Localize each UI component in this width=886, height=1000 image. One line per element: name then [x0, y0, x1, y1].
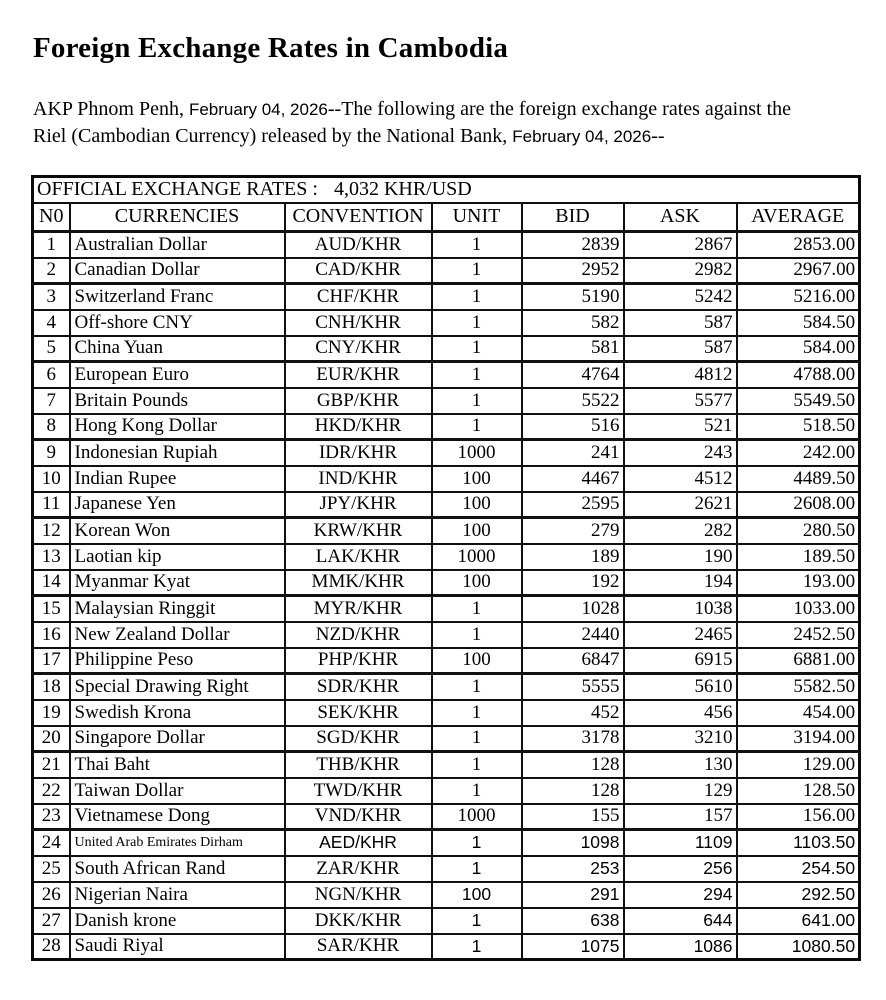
- cell-currency: Laotian kip: [70, 544, 285, 570]
- official-rates-label: OFFICIAL EXCHANGE RATES :: [37, 178, 318, 201]
- cell-currency: European Euro: [70, 362, 285, 388]
- cell-currency: New Zealand Dollar: [70, 622, 285, 648]
- cell-ask: 130: [624, 752, 737, 778]
- table-row: [33, 258, 860, 284]
- cell-no: 22: [33, 778, 70, 804]
- table-row: [33, 466, 860, 492]
- cell-unit: 1: [432, 414, 522, 440]
- cell-no: 21: [33, 752, 70, 778]
- cell-no: 12: [33, 518, 70, 544]
- cell-currency: South African Rand: [70, 856, 285, 882]
- cell-bid: 581: [522, 336, 624, 362]
- table-row: [33, 882, 860, 908]
- cell-average: 128.50: [737, 778, 860, 804]
- cell-ask: 194: [624, 570, 737, 596]
- intro-paragraph: [33, 96, 856, 150]
- table-row: [33, 674, 860, 700]
- column-header-row: [33, 203, 860, 232]
- cell-bid: 6847: [522, 648, 624, 674]
- table-row: [33, 596, 860, 622]
- cell-currency: Britain Pounds: [70, 388, 285, 414]
- cell-currency: Switzerland Franc: [70, 284, 285, 310]
- intro-segment: --: [651, 125, 665, 147]
- cell-currency: Philippine Peso: [70, 648, 285, 674]
- cell-convention: IND/KHR: [285, 466, 432, 492]
- cell-no: 19: [33, 700, 70, 726]
- cell-no: 17: [33, 648, 70, 674]
- cell-no: 11: [33, 492, 70, 518]
- cell-no: 27: [33, 908, 70, 934]
- cell-convention: JPY/KHR: [285, 492, 432, 518]
- table-row: [33, 440, 860, 466]
- cell-average: 193.00: [737, 570, 860, 596]
- table-row: [33, 388, 860, 414]
- cell-unit: 1: [432, 726, 522, 752]
- cell-ask: 587: [624, 310, 737, 336]
- table-row: [33, 284, 860, 310]
- cell-unit: 100: [432, 570, 522, 596]
- cell-ask: 4512: [624, 466, 737, 492]
- table-row: [33, 856, 860, 882]
- cell-currency: Hong Kong Dollar: [70, 414, 285, 440]
- cell-bid: 189: [522, 544, 624, 570]
- cell-currency: Thai Baht: [70, 752, 285, 778]
- cell-convention: MYR/KHR: [285, 596, 432, 622]
- cell-no: 24: [33, 830, 70, 856]
- cell-unit: 1000: [432, 804, 522, 830]
- cell-convention: AED/KHR: [285, 830, 432, 856]
- cell-average: 2967.00: [737, 258, 860, 284]
- table-row: [33, 778, 860, 804]
- cell-bid: 291: [522, 882, 624, 908]
- cell-ask: 456: [624, 700, 737, 726]
- cell-average: 2853.00: [737, 232, 860, 258]
- cell-average: 5549.50: [737, 388, 860, 414]
- cell-ask: 1038: [624, 596, 737, 622]
- cell-ask: 1109: [624, 830, 737, 856]
- exchange-rates-table: [31, 175, 861, 961]
- cell-ask: 2621: [624, 492, 737, 518]
- cell-average: 280.50: [737, 518, 860, 544]
- cell-bid: 192: [522, 570, 624, 596]
- cell-convention: SGD/KHR: [285, 726, 432, 752]
- cell-unit: 1: [432, 310, 522, 336]
- cell-unit: 1: [432, 700, 522, 726]
- cell-bid: 128: [522, 778, 624, 804]
- table-row: [33, 726, 860, 752]
- cell-ask: 243: [624, 440, 737, 466]
- cell-convention: MMK/KHR: [285, 570, 432, 596]
- cell-currency: Myanmar Kyat: [70, 570, 285, 596]
- cell-no: 6: [33, 362, 70, 388]
- cell-currency: Singapore Dollar: [70, 726, 285, 752]
- cell-convention: CHF/KHR: [285, 284, 432, 310]
- cell-convention: SDR/KHR: [285, 674, 432, 700]
- cell-bid: 3178: [522, 726, 624, 752]
- cell-no: 23: [33, 804, 70, 830]
- cell-no: 25: [33, 856, 70, 882]
- cell-bid: 4764: [522, 362, 624, 388]
- cell-average: 189.50: [737, 544, 860, 570]
- cell-currency: Off-shore CNY: [70, 310, 285, 336]
- cell-unit: 1: [432, 336, 522, 362]
- cell-unit: 1: [432, 856, 522, 882]
- cell-convention: TWD/KHR: [285, 778, 432, 804]
- cell-ask: 587: [624, 336, 737, 362]
- cell-convention: THB/KHR: [285, 752, 432, 778]
- cell-average: 1103.50: [737, 830, 860, 856]
- cell-bid: 5522: [522, 388, 624, 414]
- cell-unit: 100: [432, 648, 522, 674]
- cell-average: 518.50: [737, 414, 860, 440]
- cell-bid: 253: [522, 856, 624, 882]
- cell-convention: CAD/KHR: [285, 258, 432, 284]
- cell-average: 1080.50: [737, 934, 860, 960]
- official-rates-cell: [33, 177, 860, 203]
- table-row: [33, 622, 860, 648]
- cell-average: 129.00: [737, 752, 860, 778]
- cell-ask: 256: [624, 856, 737, 882]
- intro-segment: February 04, 2026: [512, 127, 652, 146]
- cell-bid: 2440: [522, 622, 624, 648]
- cell-unit: 1000: [432, 440, 522, 466]
- cell-bid: 2595: [522, 492, 624, 518]
- cell-bid: 1098: [522, 830, 624, 856]
- cell-average: 584.50: [737, 310, 860, 336]
- cell-convention: ZAR/KHR: [285, 856, 432, 882]
- cell-no: 13: [33, 544, 70, 570]
- page-title: Foreign Exchange Rates in Cambodia: [33, 32, 509, 64]
- table-row: [33, 648, 860, 674]
- intro-segment: AKP Phnom Penh,: [33, 98, 189, 120]
- table-row: [33, 414, 860, 440]
- cell-ask: 2867: [624, 232, 737, 258]
- cell-convention: NGN/KHR: [285, 882, 432, 908]
- cell-convention: KRW/KHR: [285, 518, 432, 544]
- cell-average: 2608.00: [737, 492, 860, 518]
- cell-ask: 5610: [624, 674, 737, 700]
- table-row: [33, 336, 860, 362]
- column-header-currencies: CURRENCIES: [70, 203, 285, 232]
- intro-segment: Riel (Cambodian Currency) released by the National Bank,: [33, 125, 513, 147]
- table-row: [33, 830, 860, 856]
- cell-no: 26: [33, 882, 70, 908]
- cell-convention: CNY/KHR: [285, 336, 432, 362]
- cell-convention: SAR/KHR: [285, 934, 432, 960]
- cell-currency: Vietnamese Dong: [70, 804, 285, 830]
- cell-ask: 5577: [624, 388, 737, 414]
- cell-ask: 157: [624, 804, 737, 830]
- cell-average: 242.00: [737, 440, 860, 466]
- cell-ask: 282: [624, 518, 737, 544]
- cell-average: 4788.00: [737, 362, 860, 388]
- cell-unit: 100: [432, 492, 522, 518]
- cell-currency: Australian Dollar: [70, 232, 285, 258]
- cell-no: 4: [33, 310, 70, 336]
- cell-currency: Japanese Yen: [70, 492, 285, 518]
- cell-no: 5: [33, 336, 70, 362]
- cell-unit: 1: [432, 674, 522, 700]
- cell-currency: Taiwan Dollar: [70, 778, 285, 804]
- cell-currency: Special Drawing Right: [70, 674, 285, 700]
- cell-unit: 1: [432, 934, 522, 960]
- cell-average: 454.00: [737, 700, 860, 726]
- cell-convention: CNH/KHR: [285, 310, 432, 336]
- cell-average: 3194.00: [737, 726, 860, 752]
- cell-unit: 1: [432, 388, 522, 414]
- cell-convention: AUD/KHR: [285, 232, 432, 258]
- cell-ask: 190: [624, 544, 737, 570]
- cell-unit: 1: [432, 362, 522, 388]
- cell-convention: VND/KHR: [285, 804, 432, 830]
- column-header-average: AVERAGE: [737, 203, 860, 232]
- cell-average: 292.50: [737, 882, 860, 908]
- cell-bid: 516: [522, 414, 624, 440]
- cell-average: 641.00: [737, 908, 860, 934]
- cell-ask: 5242: [624, 284, 737, 310]
- official-rate-value: 4,032 KHR/USD: [333, 178, 472, 201]
- column-header-convention: CONVENTION: [285, 203, 432, 232]
- cell-no: 9: [33, 440, 70, 466]
- table-row: [33, 700, 860, 726]
- cell-ask: 1086: [624, 934, 737, 960]
- cell-unit: 1: [432, 778, 522, 804]
- cell-bid: 155: [522, 804, 624, 830]
- cell-currency: Korean Won: [70, 518, 285, 544]
- cell-ask: 3210: [624, 726, 737, 752]
- table-row: [33, 492, 860, 518]
- cell-no: 28: [33, 934, 70, 960]
- cell-no: 8: [33, 414, 70, 440]
- intro-segment: February 04, 2026: [188, 100, 328, 119]
- intro-segment: --The following are the foreign exchange rates against the: [327, 98, 792, 120]
- cell-unit: 100: [432, 518, 522, 544]
- cell-average: 156.00: [737, 804, 860, 830]
- cell-no: 3: [33, 284, 70, 310]
- cell-convention: GBP/KHR: [285, 388, 432, 414]
- cell-convention: EUR/KHR: [285, 362, 432, 388]
- cell-average: 5216.00: [737, 284, 860, 310]
- cell-bid: 2839: [522, 232, 624, 258]
- cell-bid: 5190: [522, 284, 624, 310]
- cell-bid: 5555: [522, 674, 624, 700]
- table-row: [33, 232, 860, 258]
- cell-currency: Indian Rupee: [70, 466, 285, 492]
- column-header-unit: UNIT: [432, 203, 522, 232]
- cell-currency: Swedish Krona: [70, 700, 285, 726]
- table-row: [33, 544, 860, 570]
- cell-average: 584.00: [737, 336, 860, 362]
- cell-no: 15: [33, 596, 70, 622]
- cell-bid: 4467: [522, 466, 624, 492]
- cell-currency: China Yuan: [70, 336, 285, 362]
- cell-bid: 128: [522, 752, 624, 778]
- cell-unit: 1000: [432, 544, 522, 570]
- cell-bid: 1075: [522, 934, 624, 960]
- cell-no: 18: [33, 674, 70, 700]
- table-row: [33, 804, 860, 830]
- cell-bid: 638: [522, 908, 624, 934]
- cell-currency: Malaysian Ringgit: [70, 596, 285, 622]
- cell-unit: 1: [432, 596, 522, 622]
- cell-no: 1: [33, 232, 70, 258]
- cell-average: 254.50: [737, 856, 860, 882]
- table-row: [33, 362, 860, 388]
- column-header-ask: ASK: [624, 203, 737, 232]
- cell-unit: 1: [432, 284, 522, 310]
- cell-bid: 241: [522, 440, 624, 466]
- cell-convention: DKK/KHR: [285, 908, 432, 934]
- official-rates-row: [33, 177, 860, 203]
- cell-bid: 2952: [522, 258, 624, 284]
- cell-currency: Canadian Dollar: [70, 258, 285, 284]
- cell-currency: United Arab Emirates Dirham: [70, 830, 285, 856]
- column-header-no: N0: [33, 203, 70, 232]
- cell-unit: 1: [432, 232, 522, 258]
- cell-bid: 279: [522, 518, 624, 544]
- cell-unit: 1: [432, 752, 522, 778]
- cell-convention: SEK/KHR: [285, 700, 432, 726]
- table-row: [33, 752, 860, 778]
- cell-ask: 6915: [624, 648, 737, 674]
- cell-average: 6881.00: [737, 648, 860, 674]
- cell-average: 4489.50: [737, 466, 860, 492]
- cell-unit: 1: [432, 830, 522, 856]
- cell-average: 5582.50: [737, 674, 860, 700]
- cell-convention: HKD/KHR: [285, 414, 432, 440]
- cell-currency: Indonesian Rupiah: [70, 440, 285, 466]
- cell-unit: 1: [432, 258, 522, 284]
- cell-unit: 100: [432, 466, 522, 492]
- cell-currency: Saudi Riyal: [70, 934, 285, 960]
- cell-convention: IDR/KHR: [285, 440, 432, 466]
- cell-ask: 2982: [624, 258, 737, 284]
- cell-ask: 644: [624, 908, 737, 934]
- cell-convention: LAK/KHR: [285, 544, 432, 570]
- table-row: [33, 570, 860, 596]
- cell-ask: 129: [624, 778, 737, 804]
- cell-convention: NZD/KHR: [285, 622, 432, 648]
- cell-average: 1033.00: [737, 596, 860, 622]
- cell-currency: Danish krone: [70, 908, 285, 934]
- cell-no: 2: [33, 258, 70, 284]
- table-row: [33, 518, 860, 544]
- column-header-bid: BID: [522, 203, 624, 232]
- cell-no: 10: [33, 466, 70, 492]
- cell-bid: 452: [522, 700, 624, 726]
- cell-unit: 1: [432, 908, 522, 934]
- cell-ask: 4812: [624, 362, 737, 388]
- table-row: [33, 310, 860, 336]
- cell-unit: 1: [432, 622, 522, 648]
- cell-bid: 1028: [522, 596, 624, 622]
- table-row: [33, 934, 860, 960]
- cell-convention: PHP/KHR: [285, 648, 432, 674]
- cell-no: 14: [33, 570, 70, 596]
- cell-no: 16: [33, 622, 70, 648]
- cell-bid: 582: [522, 310, 624, 336]
- cell-no: 20: [33, 726, 70, 752]
- cell-unit: 100: [432, 882, 522, 908]
- cell-ask: 2465: [624, 622, 737, 648]
- cell-ask: 294: [624, 882, 737, 908]
- cell-currency: Nigerian Naira: [70, 882, 285, 908]
- table-row: [33, 908, 860, 934]
- cell-average: 2452.50: [737, 622, 860, 648]
- cell-ask: 521: [624, 414, 737, 440]
- cell-no: 7: [33, 388, 70, 414]
